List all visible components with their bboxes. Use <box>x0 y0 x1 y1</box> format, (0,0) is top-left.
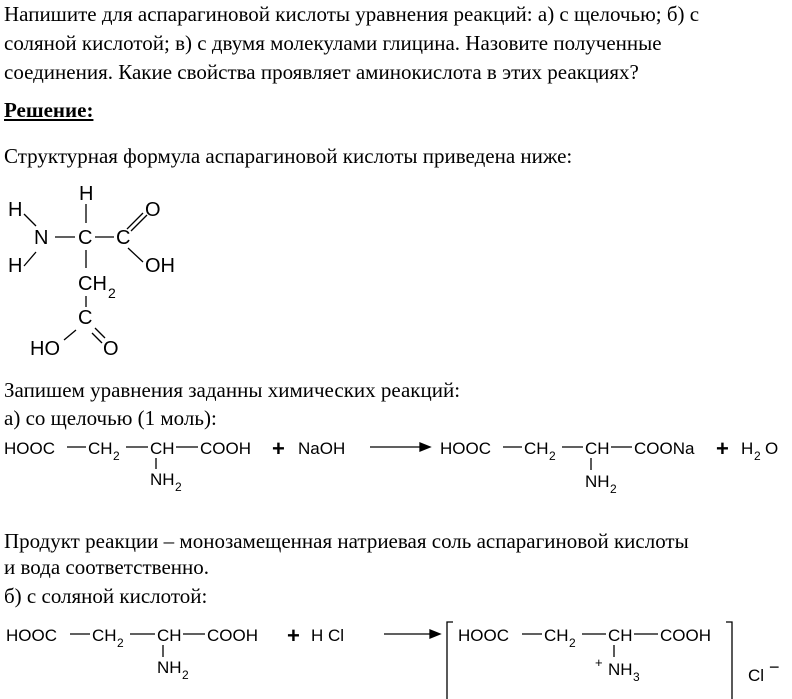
product-b-ch2: CH <box>544 626 569 645</box>
water-o: O <box>765 439 779 458</box>
product-coona: COONa <box>634 439 695 458</box>
reactant-ch2-subscript: 2 <box>113 449 120 463</box>
reactant-b-cooh: COOH <box>207 626 258 645</box>
product-ch: CH <box>585 439 610 458</box>
product-description-line-1: Продукт реакции – монозамещенная натриевая соль аспарагиновой кислоты <box>4 529 689 553</box>
water-h: H <box>741 439 754 458</box>
problem-text-line-1: Напишите для аспарагиновой кислоты уравнения реакций: а) с щелочью; б) с <box>4 2 700 26</box>
bracket-left <box>447 622 453 699</box>
atom-c-alpha: C <box>78 227 93 249</box>
product-b-cooh: COOH <box>660 626 711 645</box>
atom-o-top: O <box>145 199 161 221</box>
plus-sign-1: + <box>272 436 285 461</box>
case-b-label: б) с соляной кислотой: <box>4 584 208 608</box>
product-b-nh3: NH <box>608 660 633 679</box>
product-hooc: HOOC <box>440 439 491 458</box>
atom-h-left-bottom: H <box>8 255 23 277</box>
reactant-cooh: COOH <box>200 439 251 458</box>
product-b-hooc: HOOC <box>458 626 509 645</box>
reactant-b-hooc: HOOC <box>6 626 57 645</box>
bracket-right <box>726 622 732 699</box>
atom-h-top: H <box>79 183 94 205</box>
structure-intro-text: Структурная формула аспарагиновой кислоты приведена ниже: <box>4 144 573 168</box>
reactant-b-ch: CH <box>157 626 182 645</box>
reactant-nh2-subscript: 2 <box>175 480 182 494</box>
reactant-b-ch2-subscript: 2 <box>117 636 124 650</box>
atom-ch: CH <box>78 273 107 295</box>
product-nh2: NH <box>585 472 610 491</box>
atom-ho-side: HO <box>30 338 60 360</box>
atom-c-carboxyl: C <box>116 227 131 249</box>
atom-ch-subscript: 2 <box>108 285 116 301</box>
problem-text-line-2: соляной кислотой; в) с двумя молекулами глицина. Назовите полученные <box>4 31 662 55</box>
product-ch2-subscript: 2 <box>549 449 556 463</box>
reactant-b-ch2: CH <box>92 626 117 645</box>
atom-h-left-top: H <box>8 199 23 221</box>
product-nh2-subscript: 2 <box>610 482 617 496</box>
atom-o-side: O <box>103 338 119 360</box>
atom-n: N <box>34 227 49 249</box>
chloride-charge: − <box>769 657 780 677</box>
atom-oh: OH <box>145 255 175 277</box>
product-b-plus-charge: + <box>595 655 603 670</box>
reactant-nh2: NH <box>150 470 175 489</box>
plus-sign-2: + <box>716 436 729 461</box>
product-b-ch: CH <box>608 626 633 645</box>
problem-text-line-3: соединения. Какие свойства проявляет аминокислота в этих реакциях? <box>4 60 639 84</box>
case-a-label: а) со щелочью (1 моль): <box>4 406 217 430</box>
reagent-hcl: H Cl <box>311 626 345 645</box>
product-b-ch2-subscript: 2 <box>569 636 576 650</box>
product-b-nh3-subscript: 3 <box>633 670 640 684</box>
water-subscript: 2 <box>754 449 761 463</box>
reactant-ch: CH <box>150 439 175 458</box>
reactant-b-nh2: NH <box>157 658 182 677</box>
reagent-naoh: NaOH <box>298 439 346 458</box>
equations-intro-text: Запишем уравнения заданны химических реакций: <box>4 378 461 402</box>
reactant-b-nh2-subscript: 2 <box>182 668 189 682</box>
reactant-ch2: CH <box>88 439 113 458</box>
reactant-hooc: HOOC <box>4 439 55 458</box>
product-ch2: CH <box>524 439 549 458</box>
plus-sign-b: + <box>287 623 300 648</box>
product-description-line-2: и вода соответственно. <box>4 555 210 579</box>
atom-c-side: C <box>78 307 93 329</box>
chloride-ion: Cl <box>748 666 765 685</box>
solution-heading: Решение: <box>4 98 94 122</box>
